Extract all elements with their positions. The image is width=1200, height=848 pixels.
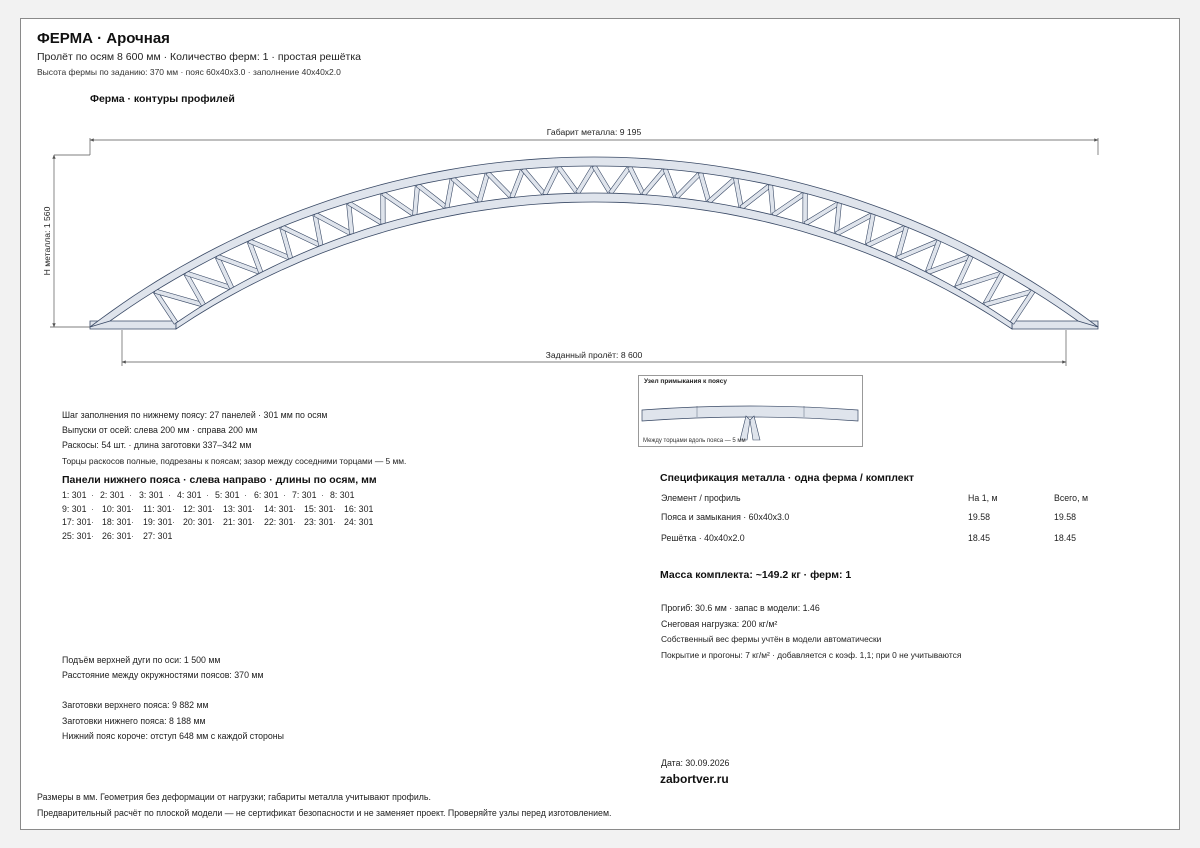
panel-item: 14: 301 — [264, 503, 294, 514]
spec-row-web-total: 18.45 — [1054, 533, 1077, 543]
panel-separator: · — [252, 503, 255, 514]
braces-text: Раскосы: 54 шт. · длина заготовки 337–342 мм — [62, 440, 252, 450]
chord-distance-text: Расстояние между окружностями поясов: 370 мм — [62, 670, 264, 680]
panel-item: 13: 301 — [223, 503, 253, 514]
web-brace — [381, 193, 386, 224]
web-brace — [382, 191, 416, 217]
web-brace — [675, 171, 702, 199]
web-brace — [642, 168, 667, 197]
panel-separator: · — [283, 490, 286, 500]
panel-separator: · — [91, 503, 94, 514]
panel-separator: · — [131, 503, 134, 514]
spec-row-chords-total: 19.58 — [1054, 512, 1077, 522]
web-brace — [609, 166, 632, 195]
panel-item: 3: 301 — [139, 490, 164, 500]
panel-separator: · — [321, 490, 324, 500]
panel-separator: · — [333, 517, 336, 527]
web-brace — [707, 177, 737, 204]
spec-row-chords-per-one: 19.58 — [968, 512, 991, 522]
panel-item: 2: 301 — [100, 490, 125, 500]
panel-item: 8: 301 — [330, 490, 355, 500]
footer-note-dimensions: Размеры в мм. Геометрия без деформации от нагрузки; габариты металла учитывают профиль. — [37, 792, 431, 802]
panel-item: 11: 301 — [143, 503, 172, 514]
panel-item: 22: 301 — [264, 517, 294, 527]
snow-load-text: Снеговая нагрузка: 200 кг/м² — [661, 619, 778, 629]
web-brace — [740, 183, 772, 209]
panel-item: 19: 301 — [143, 517, 173, 527]
bottom-chord-offset-text: Нижний пояс короче: отступ 648 мм с каждой стороны — [62, 731, 284, 741]
panel-separator: · — [91, 490, 94, 500]
kit-mass: Масса комплекта: ~149.2 кг · ферм: 1 — [660, 569, 852, 581]
panel-separator: · — [212, 517, 215, 527]
panel-item: 17: 301 — [62, 517, 92, 527]
panel-item: 23: 301 — [304, 517, 334, 527]
web-brace — [772, 191, 806, 217]
panel-item: 4: 301 — [177, 490, 202, 500]
dimension-width-label: Габарит металла: 9 195 — [546, 127, 642, 137]
panel-separator: · — [244, 490, 247, 500]
web-brace — [445, 178, 455, 209]
web-brace — [486, 171, 513, 199]
panel-item: 7: 301 — [292, 490, 317, 500]
panel-item: 20: 301 — [183, 517, 213, 527]
top-chord-blank-text: Заготовки верхнего пояса: 9 882 мм — [62, 700, 209, 710]
panel-separator: · — [131, 517, 134, 527]
web-brace — [576, 165, 596, 194]
panel-separator: · — [131, 530, 134, 541]
brace-ends-text: Торцы раскосов полные, подрезаны к поясам; зазор между соседними торцами — 5 мм. — [62, 456, 407, 466]
spec-header-total: Всего, м — [1054, 493, 1089, 503]
spec-row-web-per-one: 18.45 — [968, 533, 991, 543]
spec-header-per-one: На 1, м — [968, 493, 998, 503]
web-brace — [592, 165, 612, 194]
panel-separator: · — [172, 517, 175, 527]
web-brace — [628, 166, 646, 196]
spec-title: Спецификация металла · одна ферма / комплект — [660, 472, 915, 484]
web-brace — [510, 168, 525, 198]
header-summary: Пролёт по осям 8 600 мм · Количество ферм: 1 · простая решётка — [37, 51, 362, 63]
truss-outline — [90, 157, 1098, 329]
panel-item: 10: 301 — [102, 503, 132, 514]
panel-item: 27: 301 — [143, 530, 173, 541]
bottom-chord-blank-text: Заготовки нижнего пояса: 8 188 мм — [62, 716, 206, 726]
deflection-text: Прогиб: 30.6 мм · запас в модели: 1.46 — [661, 603, 820, 613]
panel-item: 25: 301 — [62, 530, 92, 541]
web-brace — [698, 172, 711, 202]
top-chord — [90, 157, 1098, 327]
panel-separator: · — [293, 503, 296, 514]
panel-item: 21: 301 — [223, 517, 253, 527]
panel-item: 9: 301 — [62, 503, 87, 514]
spec-row-chords-name: Пояса и замыкания · 60x40x3.0 — [661, 512, 790, 522]
panel-item: 12: 301 — [183, 503, 213, 514]
spec-row-web-name: Решётка · 40x40x2.0 — [661, 533, 745, 543]
panel-separator: · — [212, 503, 215, 514]
panel-separator: · — [91, 530, 94, 541]
joint-detail-inset — [638, 375, 863, 447]
header-details: Высота фермы по заданию: 370 мм · пояс 60x40x3.0 · заполнение 40x40x2.0 — [37, 67, 341, 77]
roofing-text: Покрытие и прогоны: 7 кг/м² · добавляется с коэф. 1,1; при 0 не учитываются — [661, 650, 962, 660]
fill-step-text: Шаг заполнения по нижнему поясу: 27 панелей · 301 мм по осям — [62, 410, 328, 420]
panel-item: 15: 301 — [304, 503, 334, 514]
panel-item: 1: 301 — [62, 490, 87, 500]
drawing-section-title: Ферма · контуры профилей — [90, 93, 235, 105]
web-brace — [803, 193, 808, 224]
panel-item: 24: 301 — [344, 517, 374, 527]
inset-title: Узел примыкания к поясу — [644, 378, 727, 385]
dimension-height — [50, 155, 90, 327]
web-brace — [451, 177, 481, 204]
dimension-height-label: Н металла: 1 560 — [42, 206, 52, 276]
web-brace — [477, 172, 490, 202]
panels-title: Панели нижнего пояса · слева направо · длины по осям, мм — [62, 474, 377, 486]
panel-separator: · — [333, 503, 336, 514]
panel-item: 26: 301 — [102, 530, 132, 541]
web-brace — [557, 166, 580, 195]
page-title: ФЕРМА · Арочная — [37, 30, 170, 47]
inset-note: Между торцами вдоль пояса — 5 мм — [643, 438, 746, 444]
panel-separator: · — [168, 490, 171, 500]
panel-separator: · — [293, 517, 296, 527]
panel-separator: · — [172, 503, 175, 514]
web-brace — [663, 168, 678, 198]
panel-item: 5: 301 — [215, 490, 240, 500]
panel-separator: · — [252, 517, 255, 527]
arc-rise-text: Подъём верхней дуги по оси: 1 500 мм — [62, 655, 221, 665]
footer-note-disclaimer: Предварительный расчёт по плоской модели — не сертификат безопасности и не заменяет проект. Проверяйте узлы перед изготовлением. — [37, 808, 612, 818]
dimension-span — [122, 330, 1066, 366]
overhang-text: Выпуски от осей: слева 200 мм · справа 200 мм — [62, 425, 258, 435]
brand-name: zabortver.ru — [660, 772, 729, 786]
panel-item: 16: 301 — [344, 503, 374, 514]
dimension-span-label: Заданный пролёт: 8 600 — [545, 350, 643, 360]
dimension-width — [54, 138, 1098, 155]
web-brace — [768, 185, 775, 216]
self-weight-text: Собственный вес фермы учтён в модели автоматически — [661, 634, 882, 644]
panel-item: 18: 301 — [102, 517, 132, 527]
web-brace — [416, 183, 448, 209]
panel-item: 6: 301 — [254, 490, 279, 500]
panel-separator: · — [129, 490, 132, 500]
web-brace — [413, 185, 420, 216]
joint-detail-drawing — [639, 376, 862, 446]
web-brace — [543, 166, 561, 196]
web-brace — [734, 178, 744, 209]
panel-separator: · — [206, 490, 209, 500]
web-brace — [521, 168, 546, 197]
spec-header-element: Элемент / профиль — [661, 493, 741, 503]
panel-separator: · — [91, 517, 94, 527]
date-text: Дата: 30.09.2026 — [661, 758, 730, 768]
